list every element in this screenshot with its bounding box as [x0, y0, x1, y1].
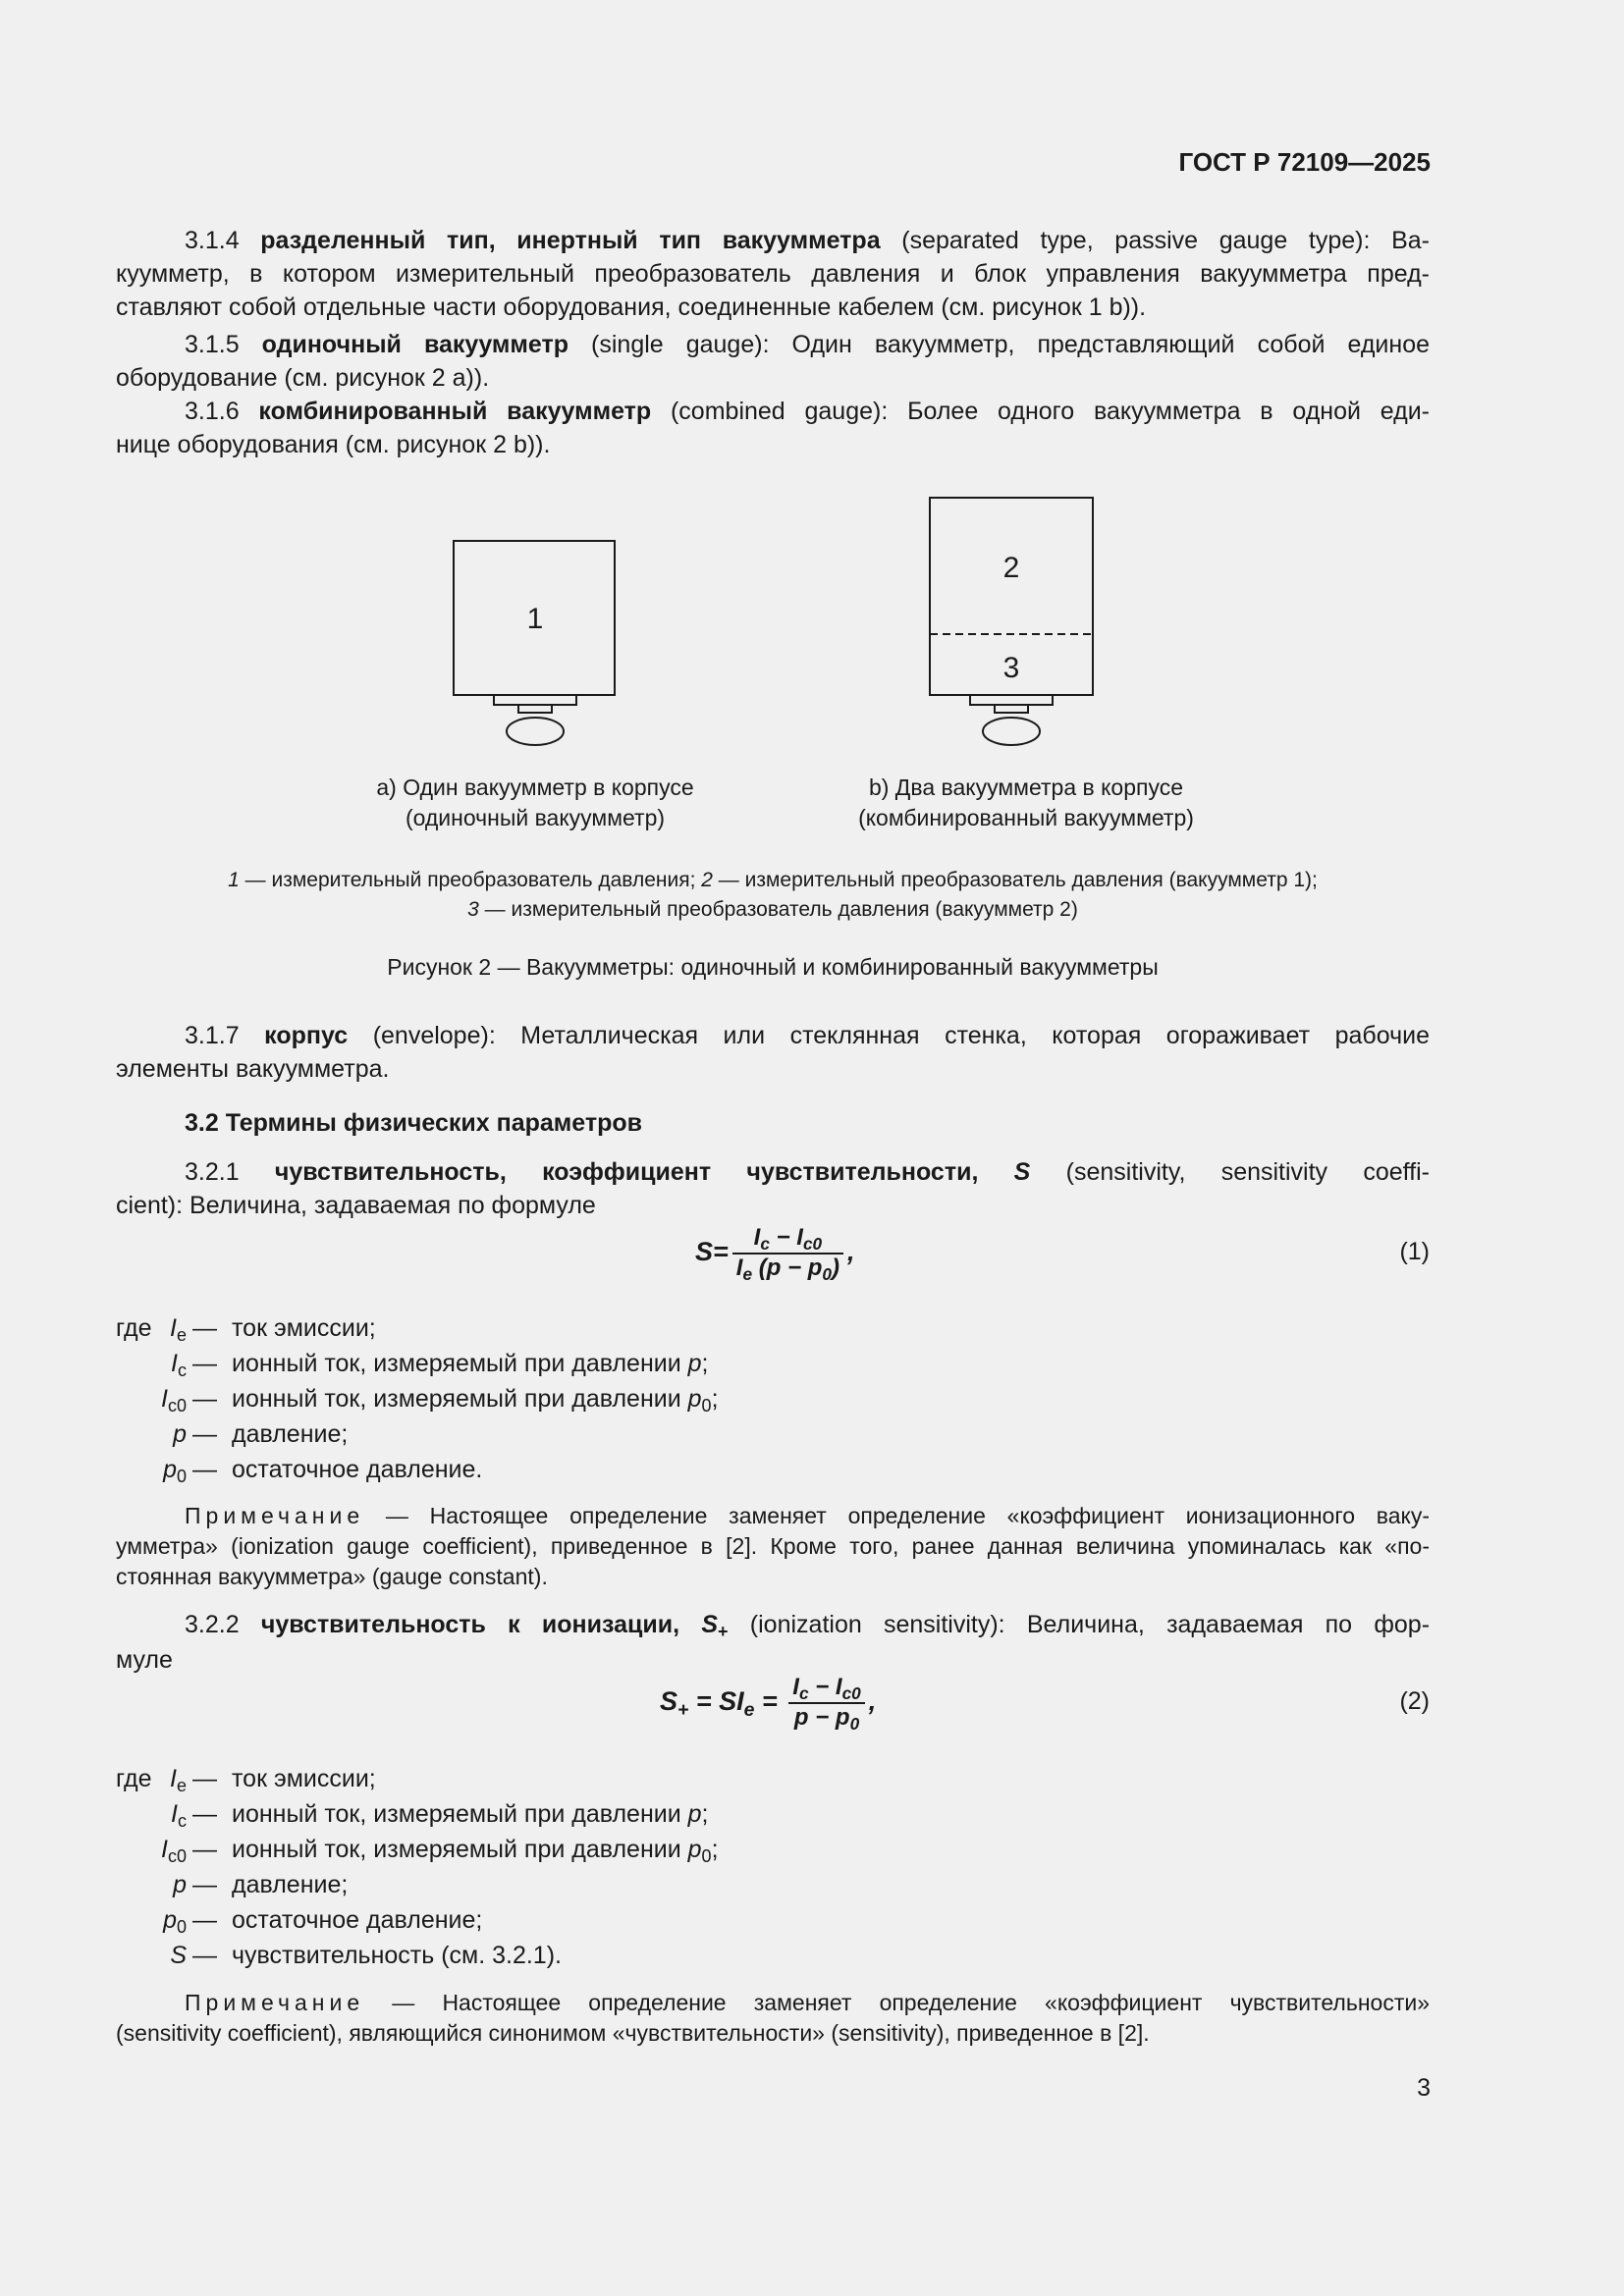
- symbol-definition-text: ток эмиссии;: [232, 1314, 376, 1342]
- formula-subscript: +: [677, 1698, 689, 1721]
- definition-line: ставляют собой отдельные части оборудования, соединенные кабелем (см. рисунок 1 b)).: [116, 294, 1147, 321]
- definition-dash: —: [192, 1871, 217, 1898]
- figure-caption-b: [815, 773, 1237, 833]
- formula-equals: =: [713, 1237, 729, 1267]
- term: чувствительность, коэффициент чувствительности,: [274, 1158, 979, 1186]
- symbol-definition-text: чувствительность (см. 3.2.1).: [232, 1942, 562, 1969]
- figure-label-2: 2: [1002, 552, 1020, 584]
- formula-term: ): [832, 1255, 840, 1281]
- symbol-definition-text: ионный ток, измеряемый при давлении p;: [232, 1350, 709, 1377]
- clause-number: 3.2.1: [185, 1158, 240, 1186]
- where-label: где: [116, 1314, 152, 1342]
- formula-subscript: c: [760, 1234, 770, 1255]
- symbol-definition-text: ионный ток, измеряемый при давлении $p_0$;: [232, 1385, 719, 1416]
- term: комбинированный вакуумметр: [258, 398, 652, 425]
- clause-number: 3.1.4: [185, 227, 240, 254]
- formula-1: [695, 1224, 855, 1285]
- symbol: $p_0$: [163, 1456, 187, 1487]
- definition-text: (sensitivity, sensitivity coeffi-: [1065, 1158, 1430, 1186]
- single-gauge-port: [507, 718, 564, 745]
- symbol-definition-text: давление;: [232, 1871, 349, 1898]
- symbol: $p_0$: [163, 1906, 187, 1938]
- document-header: ГОСТ Р 72109—2025: [1178, 147, 1431, 177]
- term: одиночный вакуумметр: [261, 331, 568, 358]
- caption-line: (одиночный вакуумметр): [405, 805, 666, 830]
- symbol: S: [170, 1942, 187, 1969]
- definition-dash: —: [192, 1350, 217, 1377]
- definition-line: [116, 224, 1430, 257]
- definition-line: [116, 1019, 1430, 1052]
- formula-subscript: 0: [849, 1714, 860, 1735]
- definition-3-1-4: [116, 224, 1430, 324]
- formula-term: I: [792, 1674, 799, 1700]
- symbol-definition-text: остаточное давление;: [232, 1906, 483, 1934]
- formula-comma: ,: [847, 1237, 855, 1267]
- symbol: S: [701, 1611, 719, 1638]
- definition-line: [116, 1608, 1430, 1643]
- symbol-definition-text: давление;: [232, 1420, 349, 1448]
- symbol-definition-text: ионный ток, измеряемый при давлении $p_0$;: [232, 1836, 719, 1867]
- formula-subscript: c0: [802, 1234, 823, 1255]
- key-text: — измерительный преобразователь давления;: [239, 869, 702, 891]
- formula-equals: =: [754, 1686, 785, 1717]
- formula-term: p − p: [793, 1704, 850, 1731]
- note-line: (sensitivity coefficient), являющийся синонимом «чувствительности» (sensitivity), приведенное в [2].: [116, 2020, 1150, 2046]
- symbol: $I_{c0}$: [161, 1836, 187, 1867]
- definition-3-1-7: [116, 1019, 1430, 1086]
- definition-3-2-1: [116, 1155, 1430, 1222]
- note-line: [116, 1988, 1430, 2018]
- formula-subscript: c0: [841, 1683, 861, 1704]
- key-number: 2: [701, 869, 713, 891]
- formula-term: (p − p: [752, 1255, 823, 1281]
- formula-term: SI: [719, 1686, 744, 1717]
- symbol-subscript: +: [718, 1622, 729, 1642]
- note-text: — Настоящее определение заменяет определение «коэффициент ионизационного ваку-: [364, 1503, 1430, 1528]
- term: разделенный тип, инертный тип вакуумметра: [260, 227, 881, 254]
- term: чувствительность к ионизации,: [260, 1611, 680, 1638]
- definition-dash: —: [192, 1906, 217, 1934]
- figure-label-1: 1: [526, 603, 544, 635]
- note-2: [116, 1988, 1430, 2049]
- definition-text: (combined gauge): Более одного вакуумметра в одной еди-: [670, 398, 1430, 425]
- definition-text: (single gauge): Один вакуумметр, представляющий собой единое: [591, 331, 1430, 358]
- definition-text: (ionization sensitivity): Величина, задаваемая по фор-: [749, 1611, 1431, 1638]
- definition-line: куумметр, в котором измерительный преобразователь давления и блок управления вакуумметра пред-: [116, 260, 1430, 288]
- definition-dash: —: [192, 1942, 217, 1969]
- caption-line: (комбинированный вакуумметр): [858, 805, 1194, 830]
- symbol: $I_c$: [171, 1800, 187, 1832]
- formula-lhs: S: [660, 1686, 678, 1717]
- key-number: 3: [467, 898, 479, 921]
- key-text: — измерительный преобразователь давления (вакуумметр 2): [478, 898, 1078, 921]
- formula-fraction: [788, 1674, 865, 1735]
- figure-key: [116, 866, 1430, 925]
- clause-number: 3.1.5: [185, 331, 240, 358]
- formula-equals: =: [688, 1686, 720, 1717]
- symbol: S: [1013, 1158, 1031, 1186]
- combined-gauge-port: [983, 718, 1040, 745]
- definition-dash: —: [192, 1456, 217, 1483]
- symbol-definition-text: ионный ток, измеряемый при давлении p;: [232, 1800, 709, 1828]
- definition-dash: —: [192, 1420, 217, 1448]
- definition-line: элементы вакуумметра.: [116, 1055, 390, 1083]
- symbol: $I_e$: [170, 1314, 187, 1346]
- note-line: стоянная вакуумметра» (gauge constant).: [116, 1564, 548, 1589]
- note-label: Примечание: [185, 1503, 365, 1528]
- definition-line: cient): Величина, задаваемая по формуле: [116, 1192, 596, 1219]
- caption-line: a) Один вакуумметр в корпусе: [376, 774, 694, 800]
- formula-term: I: [753, 1224, 761, 1251]
- definition-dash: —: [192, 1385, 217, 1413]
- symbol-definition-text: остаточное давление.: [232, 1456, 483, 1483]
- definition-line: [116, 1155, 1430, 1189]
- combined-gauge-flange: [970, 695, 1053, 705]
- formula-term: − I: [769, 1224, 803, 1251]
- formula-subscript: 0: [822, 1264, 833, 1285]
- formula-comma: ,: [868, 1686, 877, 1717]
- definition-text: (separated type, passive gauge type): Ва-: [901, 227, 1430, 254]
- figure-key-line: [116, 866, 1430, 895]
- where-label: где: [116, 1765, 152, 1792]
- definition-line: [116, 328, 1430, 361]
- single-gauge-flange: [494, 695, 576, 705]
- definition-3-2-2: [116, 1608, 1430, 1677]
- definition-line: муле: [116, 1646, 173, 1674]
- clause-number: 3.2.2: [185, 1611, 240, 1638]
- term: корпус: [264, 1022, 349, 1049]
- equation-number: (2): [1399, 1687, 1430, 1715]
- key-text: — измерительный преобразователь давления (вакуумметр 1);: [712, 869, 1318, 891]
- formula-2: [660, 1674, 877, 1735]
- formula-fraction: [732, 1224, 843, 1285]
- note-line: [116, 1501, 1430, 1531]
- key-number: 1: [228, 869, 240, 891]
- figure-label-3: 3: [1002, 652, 1020, 684]
- note-text: — Настоящее определение заменяет определение «коэффициент чувствительности»: [364, 1990, 1430, 2015]
- definition-3-1-5: [116, 328, 1430, 395]
- page-number: 3: [1417, 2074, 1431, 2102]
- symbol: p: [173, 1420, 187, 1448]
- definition-text: (envelope): Металлическая или стеклянная стенка, которая огораживает рабочие: [372, 1022, 1430, 1049]
- figure-title: Рисунок 2 — Вакуумметры: одиночный и комбинированный вакуумметры: [387, 954, 1159, 980]
- figure-key-line: [116, 895, 1430, 925]
- definition-line: оборудование (см. рисунок 2 a)).: [116, 364, 490, 392]
- combined-gauge-neck: [995, 705, 1028, 713]
- formula-lhs: S: [695, 1237, 714, 1267]
- definition-dash: —: [192, 1836, 217, 1863]
- single-gauge-neck: [518, 705, 552, 713]
- definition-line: нице оборудования (см. рисунок 2 b)).: [116, 431, 551, 458]
- note-label: Примечание: [185, 1990, 365, 2015]
- symbol-definition-text: ток эмиссии;: [232, 1765, 376, 1792]
- figure-caption-a: [324, 773, 746, 833]
- definition-3-1-6: [116, 395, 1430, 461]
- definition-dash: —: [192, 1314, 217, 1342]
- clause-number: 3.1.7: [185, 1022, 240, 1049]
- symbol: $I_c$: [171, 1350, 187, 1381]
- clause-number: 3.1.6: [185, 398, 240, 425]
- symbol: $I_{c0}$: [161, 1385, 187, 1416]
- symbol: p: [173, 1871, 187, 1898]
- formula-subscript: c: [798, 1683, 809, 1704]
- note-1: [116, 1501, 1430, 1592]
- formula-term: − I: [808, 1674, 842, 1700]
- definition-dash: —: [192, 1800, 217, 1828]
- caption-line: b) Два вакуумметра в корпусе: [868, 774, 1184, 800]
- section-heading-3-2: 3.2 Термины физических параметров: [185, 1109, 642, 1137]
- symbol: $I_e$: [170, 1765, 187, 1796]
- definition-line: [116, 395, 1430, 428]
- definition-dash: —: [192, 1765, 217, 1792]
- equation-number: (1): [1399, 1238, 1430, 1265]
- formula-term: I: [735, 1255, 743, 1281]
- note-line: умметра» (ionization gauge coefficient), приведенное в [2]. Кроме того, ранее данная величина упоминалась как «по-: [116, 1533, 1430, 1559]
- figure-2-diagram: [0, 481, 1624, 805]
- formula-subscript: e: [743, 1698, 755, 1721]
- formula-subscript: e: [742, 1264, 753, 1285]
